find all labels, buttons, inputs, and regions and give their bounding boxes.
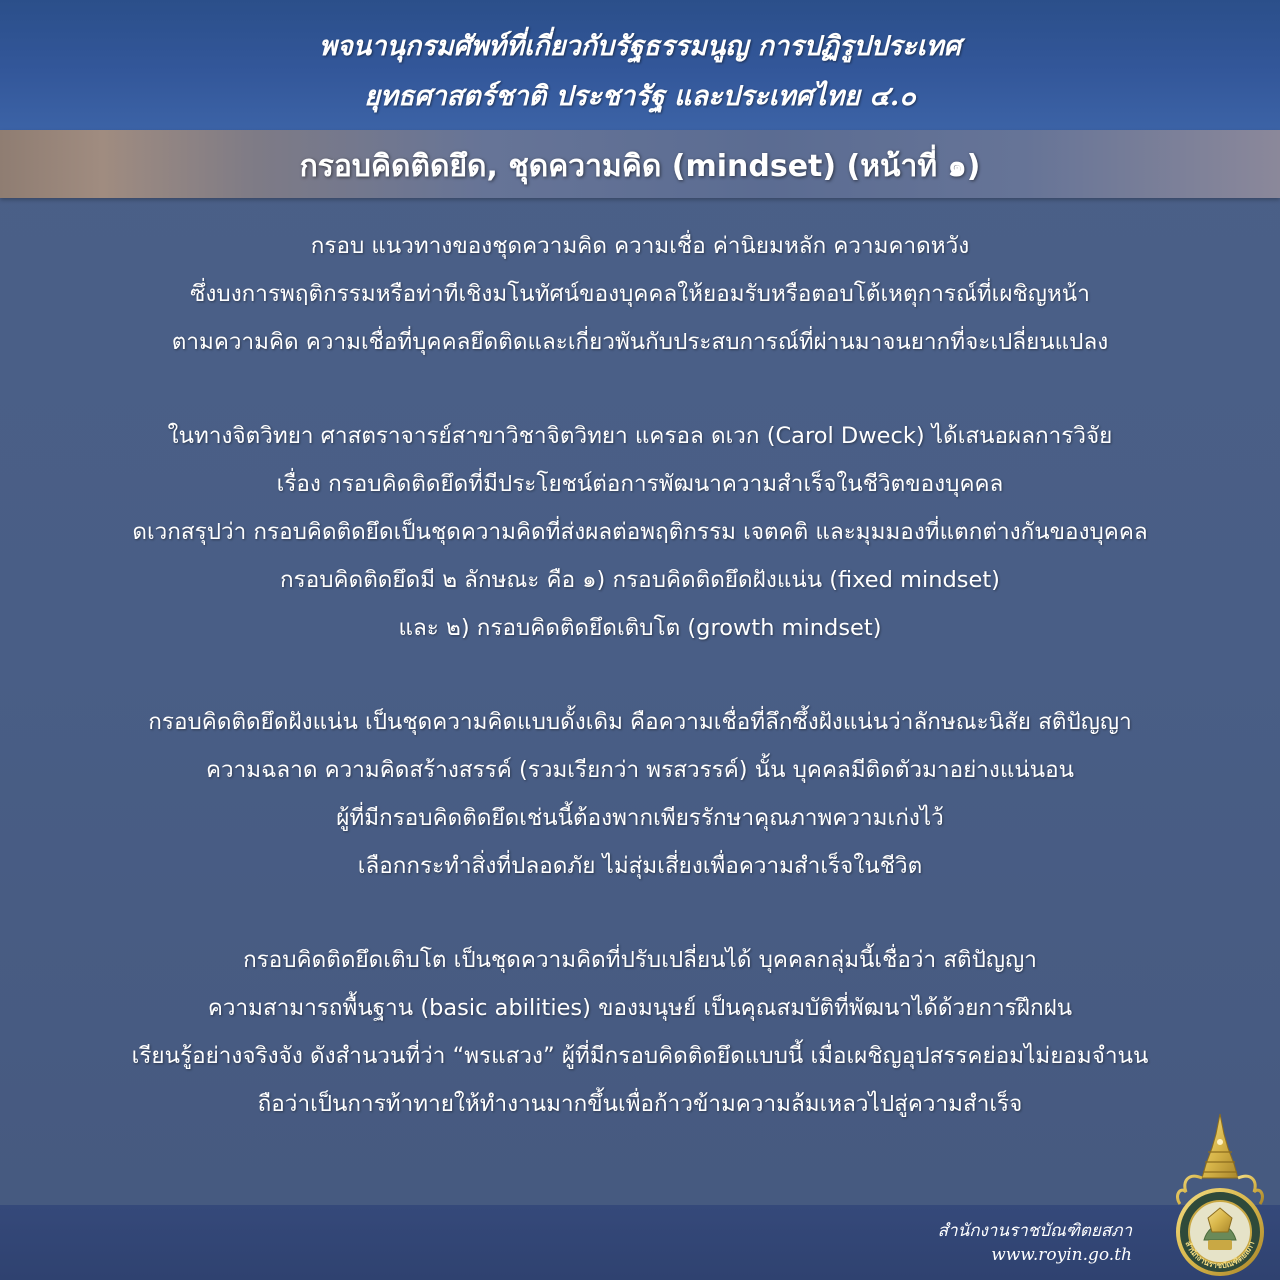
- paragraph-definition: [0, 222, 1280, 366]
- text-line: กรอบคิดติดยึดมี ๒ ลักษณะ คือ ๑) กรอบคิดติดยึดฝังแน่น (fixed mindset): [280, 567, 1000, 593]
- footer-website-link[interactable]: www.royin.go.th: [991, 1245, 1132, 1265]
- paragraph-dweck: [0, 412, 1280, 652]
- text-line: กรอบคิดติดยึดฝังแน่น เป็นชุดความคิดแบบดั้งเดิม คือความเชื่อที่ลึกซึ้งฝังแน่นว่าลักษณะนิสัย สติปัญญา: [148, 709, 1132, 735]
- emblem-ring-text: สำนักงานราชบัณฑิตยสภา: [1183, 1239, 1257, 1271]
- header-title-line-2: ยุทธศาสตร์ชาติ ประชารัฐ และประเทศไทย ๔.๐: [364, 81, 916, 112]
- text-line: และ ๒) กรอบคิดติดยึดเติบโต (growth mindset): [398, 615, 882, 641]
- text-line: ผู้ที่มีกรอบคิดติดยึดเช่นนี้ต้องพากเพียรรักษาคุณภาพความเก่งไว้: [336, 805, 944, 831]
- title-bar: [0, 130, 1280, 198]
- text-line: เรื่อง กรอบคิดติดยึดที่มีประโยชน์ต่อการพัฒนาความสำเร็จในชีวิตของบุคคล: [276, 471, 1004, 497]
- paragraph-growth-mindset: [0, 936, 1280, 1128]
- text-line: ความสามารถพื้นฐาน (basic abilities) ของมนุษย์ เป็นคุณสมบัติที่พัฒนาได้ด้วยการฝึกฝน: [207, 995, 1073, 1021]
- page-title: กรอบคิดติดยึด, ชุดความคิด (mindset) (หน้าที่ ๑): [299, 149, 981, 184]
- text-line: ในทางจิตวิทยา ศาสตราจารย์สาขาวิชาจิตวิทยา แครอล ดเวก (Carol Dweck) ได้เสนอผลการวิจัย: [167, 423, 1113, 449]
- text-line: ความฉลาด ความคิดสร้างสรรค์ (รวมเรียกว่า พรสวรรค์) นั้น บุคคลมีติดตัวมาอย่างแน่นอน: [205, 757, 1075, 783]
- text-line: เรียนรู้อย่างจริงจัง ดังสำนวนที่ว่า “พรแสวง” ผู้ที่มีกรอบคิดติดยึดแบบนี้ เมื่อเผชิญอุปสรรคย่อมไม่ยอมจำนน: [131, 1043, 1149, 1069]
- text-line: กรอบ แนวทางของชุดความคิด ความเชื่อ ค่านิยมหลัก ความคาดหวัง: [310, 233, 970, 259]
- text-line: ตามความคิด ความเชื่อที่บุคคลยึดติดและเกี่ยวพันกับประสบการณ์ที่ผ่านมาจนยากที่จะเปลี่ยนแปลง: [171, 329, 1109, 355]
- footer-organization: สำนักงานราชบัณฑิตยสภา: [937, 1221, 1132, 1241]
- header-title-line-1: พจนานุกรมศัพท์ที่เกี่ยวกับรัฐธรรมนูญ การปฏิรูปประเทศ: [319, 31, 961, 62]
- footer-bar: [0, 1205, 1280, 1280]
- text-line: ดเวกสรุปว่า กรอบคิดติดยึดเป็นชุดความคิดที่ส่งผลต่อพฤติกรรม เจตคติ และมุมมองที่แตกต่างกันของบุคคล: [132, 519, 1148, 545]
- text-line: เลือกกระทำสิ่งที่ปลอดภัย ไม่สุ่มเสี่ยงเพื่อความสำเร็จในชีวิต: [357, 853, 923, 879]
- text-line: ถือว่าเป็นการท้าทายให้ทำงานมากขึ้นเพื่อก้าวข้ามความล้มเหลวไปสู่ความสำเร็จ: [257, 1091, 1023, 1117]
- header-banner: [0, 0, 1280, 130]
- body-text: [0, 222, 1280, 1174]
- paragraph-fixed-mindset: [0, 698, 1280, 890]
- text-line: กรอบคิดติดยึดเติบโต เป็นชุดความคิดที่ปรับเปลี่ยนได้ บุคคลกลุ่มนี้เชื่อว่า สติปัญญา: [243, 947, 1037, 973]
- text-line: ซึ่งบงการพฤติกรรมหรือท่าทีเชิงมโนทัศน์ของบุคคลให้ยอมรับหรือตอบโต้เหตุการณ์ที่เผชิญหน้า: [190, 281, 1090, 307]
- royal-society-emblem-icon: [1168, 1112, 1272, 1276]
